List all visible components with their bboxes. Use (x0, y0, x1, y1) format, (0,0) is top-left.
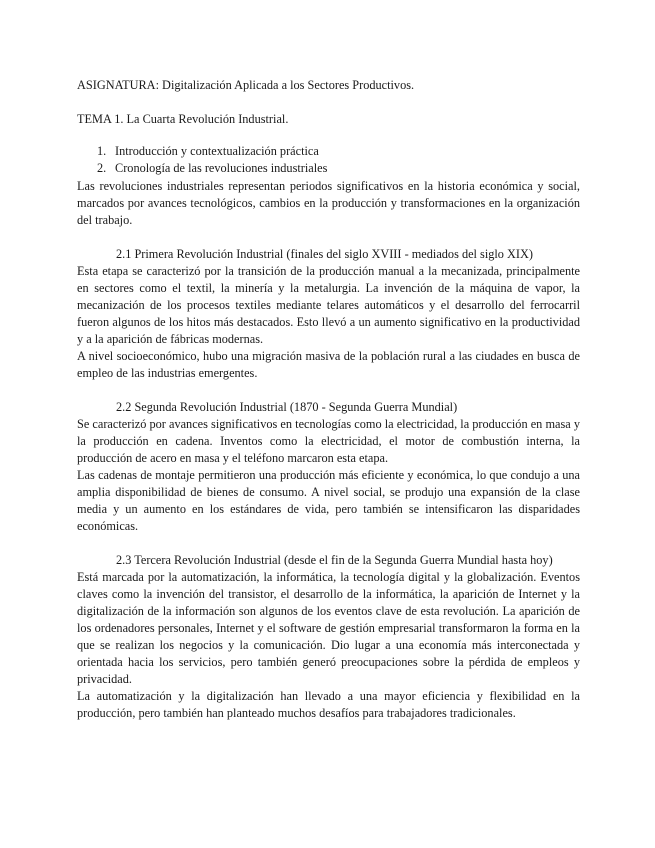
section-first-revolution (77, 246, 580, 382)
topic-title: TEMA 1. La Cuarta Revolución Industrial. (77, 112, 289, 126)
outline-item-number: 2. (97, 161, 107, 175)
section-paragraph: Las cadenas de montaje permitieron una producción más eficiente y económica, lo que condujo a una amplia disponibilidad de bienes de consumo. A nivel social, se produjo una expansión de la clase media y un aumento en los estándares de vida, pero también se intensificaron las disparidades económicas. (77, 468, 580, 533)
section-paragraph: A nivel socioeconómico, hubo una migración masiva de la población rural a las ciudades en busca de empleo de las industrias emergentes. (77, 349, 580, 380)
outline-item-label: Cronología de las revoluciones industriales (115, 161, 328, 175)
section-heading: 2.2 Segunda Revolución Industrial (1870 - Segunda Guerra Mundial) (116, 400, 458, 414)
section-paragraph: La automatización y la digitalización han llevado a una mayor eficiencia y flexibilidad en la producción, pero también han planteado muchos desafíos para trabajadores tradicionales. (77, 689, 580, 720)
intro-paragraph: Las revoluciones industriales representan periodos significativos en la historia económica y social, marcados por avances tecnológicos, cambios en la producción y transformaciones en la organización del trabajo. (77, 179, 580, 227)
section-paragraph: Esta etapa se caracterizó por la transición de la producción manual a la mecanizada, principalmente en sectores como el textil, la minería y la metalurgia. La invención de la máquina de vapor, la mecanización de los procesos textiles mediante telares automáticos y el desarrollo del ferrocarril fueron algunos de los hitos más destacados. Esto llevó a un aumento significativo en la productividad y a la aparición de fábricas modernas. (77, 264, 580, 346)
section-paragraph: Se caracterizó por avances significativos en tecnologías como la electricidad, la producción en masa y la producción en cadena. Inventos como la electricidad, el motor de combustión interna, la producción de acero en masa y el teléfono marcaron esta etapa. (77, 417, 580, 465)
section-second-revolution (77, 399, 580, 535)
outline-item (77, 160, 580, 177)
outline-item-number: 1. (97, 144, 107, 158)
section-paragraph: Está marcada por la automatización, la informática, la tecnología digital y la globalización. Eventos claves como la invención del transistor, el desarrollo de la informática, la aparición de Internet y la digitalización de la información son algunos de los eventos clave de esta revolución. La aparición de los ordenadores personales, Internet y el software de gestión empresarial transformaron la forma en la que se realizan los negocios y la comunicación. Dio lugar a una economía más interconectada y orientada hacia los servicios, pero también generó preocupaciones sobre la pérdida de empleos y privacidad. (77, 570, 580, 686)
section-heading: 2.1 Primera Revolución Industrial (finales del siglo XVIII - mediados del siglo XIX) (116, 247, 533, 261)
subject-title: ASIGNATURA: Digitalización Aplicada a los Sectores Productivos. (77, 78, 415, 92)
outline-item (77, 143, 580, 160)
outline-item-label: Introducción y contextualización práctica (115, 144, 319, 158)
document-page (77, 77, 580, 722)
section-heading: 2.3 Tercera Revolución Industrial (desde el fin de la Segunda Guerra Mundial hasta hoy) (116, 553, 553, 567)
section-third-revolution (77, 552, 580, 722)
topic-outline (77, 143, 580, 177)
